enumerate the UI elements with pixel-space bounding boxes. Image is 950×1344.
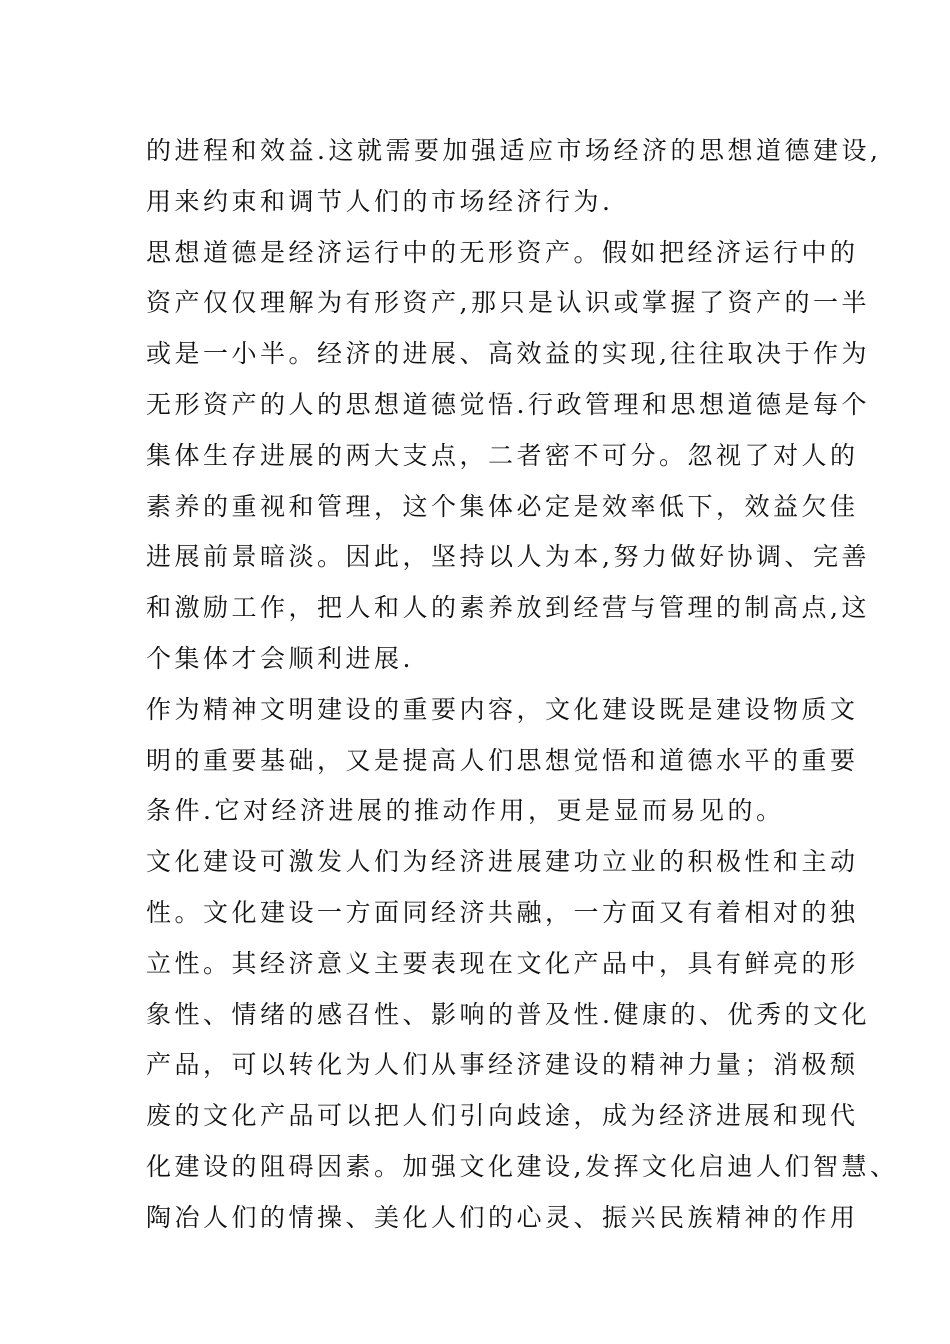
text-line: 明的重要基础，又是提高人们思想觉悟和道德水平的重要 [146,745,859,775]
text-line: 象性、情绪的感召性、影响的普及性.健康的、优秀的文化 [146,999,870,1029]
text-line: 陶冶人们的情操、美化人们的心灵、振兴民族精神的作用 [146,1202,859,1232]
text-line: 资产仅仅理解为有形资产,那只是认识或掌握了资产的一半 [146,288,870,318]
text-line: 或是一小半。经济的进展、高效益的实现,往往取决于作为 [146,339,870,369]
text-line: 产品，可以转化为人们从事经济建设的精神力量；消极颓 [146,1050,859,1080]
text-line: 无形资产的人的思想道德觉悟.行政管理和思想道德是每个 [146,389,870,419]
text-line: 进展前景暗淡。因此，坚持以人为本,努力做好协调、完善 [146,542,870,572]
text-line: 素养的重视和管理，这个集体必定是效率低下，效益欠佳 [146,491,859,521]
text-line: 作为精神文明建设的重要内容，文化建设既是建设物质文 [146,694,859,724]
text-line: 废的文化产品可以把人们引向歧途，成为经济进展和现代 [146,1101,859,1131]
text-line: 个集体才会顺利进展. [146,643,414,673]
text-line: 用来约束和调节人们的市场经济行为. [146,186,614,216]
text-line: 性。文化建设一方面同经济共融，一方面又有着相对的独 [146,897,859,927]
text-line: 立性。其经济意义主要表现在文化产品中，具有鲜亮的形 [146,948,859,978]
text-line: 思想道德是经济运行中的无形资产。假如把经济运行中的 [146,237,859,267]
text-line: 的进程和效益.这就需要加强适应市场经济的思想道德建设, [146,136,882,165]
text-line: 化建设的阻碍因素。加强文化建设,发挥文化启迪人们智慧、 [146,1151,899,1181]
text-line: 集体生存进展的两大支点，二者密不可分。忽视了对人的 [146,440,859,470]
text-line: 和激励工作，把人和人的素养放到经营与管理的制高点,这 [146,593,870,623]
text-line: 条件.它对经济进展的推动作用，更是显而易见的。 [146,796,785,826]
text-line: 文化建设可激发人们为经济进展建功立业的积极性和主动 [146,847,859,877]
body-text [146,126,899,1244]
